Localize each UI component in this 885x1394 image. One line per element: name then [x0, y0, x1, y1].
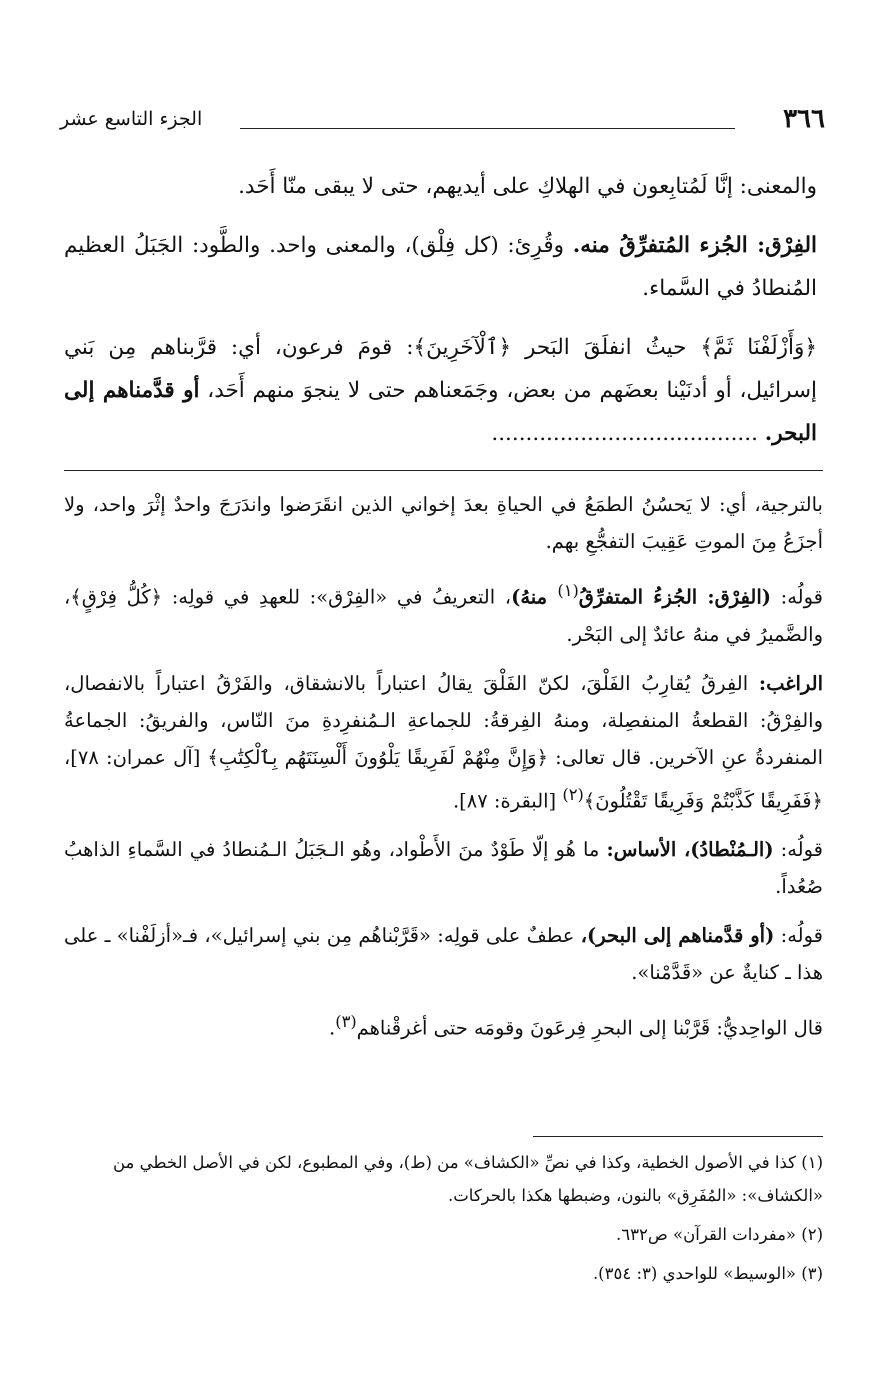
footnote-ref-3: (٣)	[335, 1012, 357, 1031]
footnote-divider	[533, 1136, 823, 1137]
footnote-ref-1: (١)	[557, 581, 579, 600]
footnotes	[64, 1146, 823, 1296]
commentary	[64, 486, 823, 1059]
header-rule	[240, 128, 735, 129]
main-paragraph-2: الفِرْق: الجُزء المُتفرِّقُ منه. وقُرِئ: (كل فِلْق)، والمعنى واحد. والطَّود: الجَبَلُ العظيم المُنطادُ في السَّماء.	[64, 233, 817, 301]
main-paragraph-1: والمعنى: إنَّا لَمُتابِعون في الهلاكِ على أيديهم، حتى لا يبقى منّا أَحَد.	[238, 174, 817, 199]
main-paragraph-3: ﴿وَأَزْلَفْنَا ثَمَّ﴾ حيثُ انفلَقَ البَحر ﴿ٱلْآخَرِينَ﴾: قومَ فرعون، أي: قرَّبناهم مِن بَني إسرائيل، أو أدنَيْنا بعضَهم من بعض، وجَمَعناهم حتى لا ينجوَ منهم أَحَد، أو قدَّمناهم إلى البحر. .......................................	[64, 335, 817, 446]
running-title: الجزء التاسع عشر	[60, 108, 203, 130]
footnote-ref-2: (٢)	[562, 784, 584, 804]
commentary-paragraph-1: بالترجية، أي: لا يَحسُنُ الطمَعُ في الحياةِ بعدَ إخواني الذين انقَرَضوا واندَرَجَ واحدٌ إثْرَ واحد، ولا أجزَعُ مِنَ الموتِ عَقِيبَ التفجُّعِ بهم.	[64, 493, 823, 553]
commentary-paragraph-3: الراغب: الفِرقُ يُقارِبُ الفَلْقَ، لكنّ الفَلْقَ يقالُ اعتباراً بالانشقاق، والفَرْقُ اعتباراً بالانفصال، والفِرْقُ: القطعةُ المنفصِلة، ومنهُ الفِرقةُ: للجماعةِ الـمُنفرِدةِ منَ النّاس، والفريقُ: الجماعةُ المنفردةُ عنِ الآخرين. قال تعالى: ﴿وَإِنَّ مِنْهُمْ لَفَرِيقًا يَلْوُونَ أَلْسِنَتَهُم بِٱلْكِتَٰبِ﴾ [آل عمران: ٧٨]، ﴿فَفَرِيقًا كَذَّبْتُمْ وَفَرِيقًا تَقْتُلُونَ﴾$^{(٢)}$ [البقرة: ٨٧].	[64, 671, 823, 812]
commentary-paragraph-6: قال الواحِديُّ: قَرَّبْنا إلى البحرِ فِرعَونَ وقومَه حتى أغرقْناهم$^{(٣)}$.	[329, 1012, 823, 1040]
footnote-1: (١) كذا في الأصول الخطية، وكذا في نصِّ «الكشاف» من (ط)، وفي المطبوع، لكن في الأصل الخطي من «الكشاف»: «المُفَرِق» بالنون، وضبطها هكذا بالحركات.	[112, 1153, 823, 1205]
main-text	[64, 165, 817, 471]
footnote-3: (٣) «الوسيط» للواحدي (٣: ٣٥٤).	[592, 1264, 823, 1283]
term-firq: الفِرْق: الجُزء المُتفرِّقُ منه.	[572, 233, 817, 258]
page-header	[60, 102, 825, 142]
footnote-2: (٢) «مفردات القرآن» ص٦٣٢.	[616, 1225, 823, 1244]
dots-leader: .......................................	[491, 421, 765, 446]
commentary-paragraph-4: قولُه: (الـمُنْطادُ)، الأساس: ما هُو إلّا طَوْدٌ منَ الأَطْواد، وهُو الـجَبَلُ الـمُنطادُ في السَّماءِ الذاهبُ صُعُداً.	[64, 838, 823, 898]
commentary-paragraph-2: قولُه: (الفِرْق: الجُزءُ المتفرِّقُ$^{(١)}$ منهُ)، التعريفُ في «الفِرْق»: للعهدِ في قولِه: ﴿كُلُّ فِرْقٍ﴾، والضَّميرُ في منهُ عائدٌ إلى البَحْر.	[64, 581, 823, 646]
main-divider	[64, 470, 823, 471]
page-number: ٣٦٦	[783, 104, 825, 134]
commentary-paragraph-5: قولُه: (أو قدَّمناهم إلى البحر)، عطفٌ على قولِه: «قَرَّبْناهُم مِن بني إسرائيل»، فـ«أزلَفْنا» ـ على هذا ـ كنايةٌ عن «قَدَّمْنا».	[64, 924, 823, 984]
